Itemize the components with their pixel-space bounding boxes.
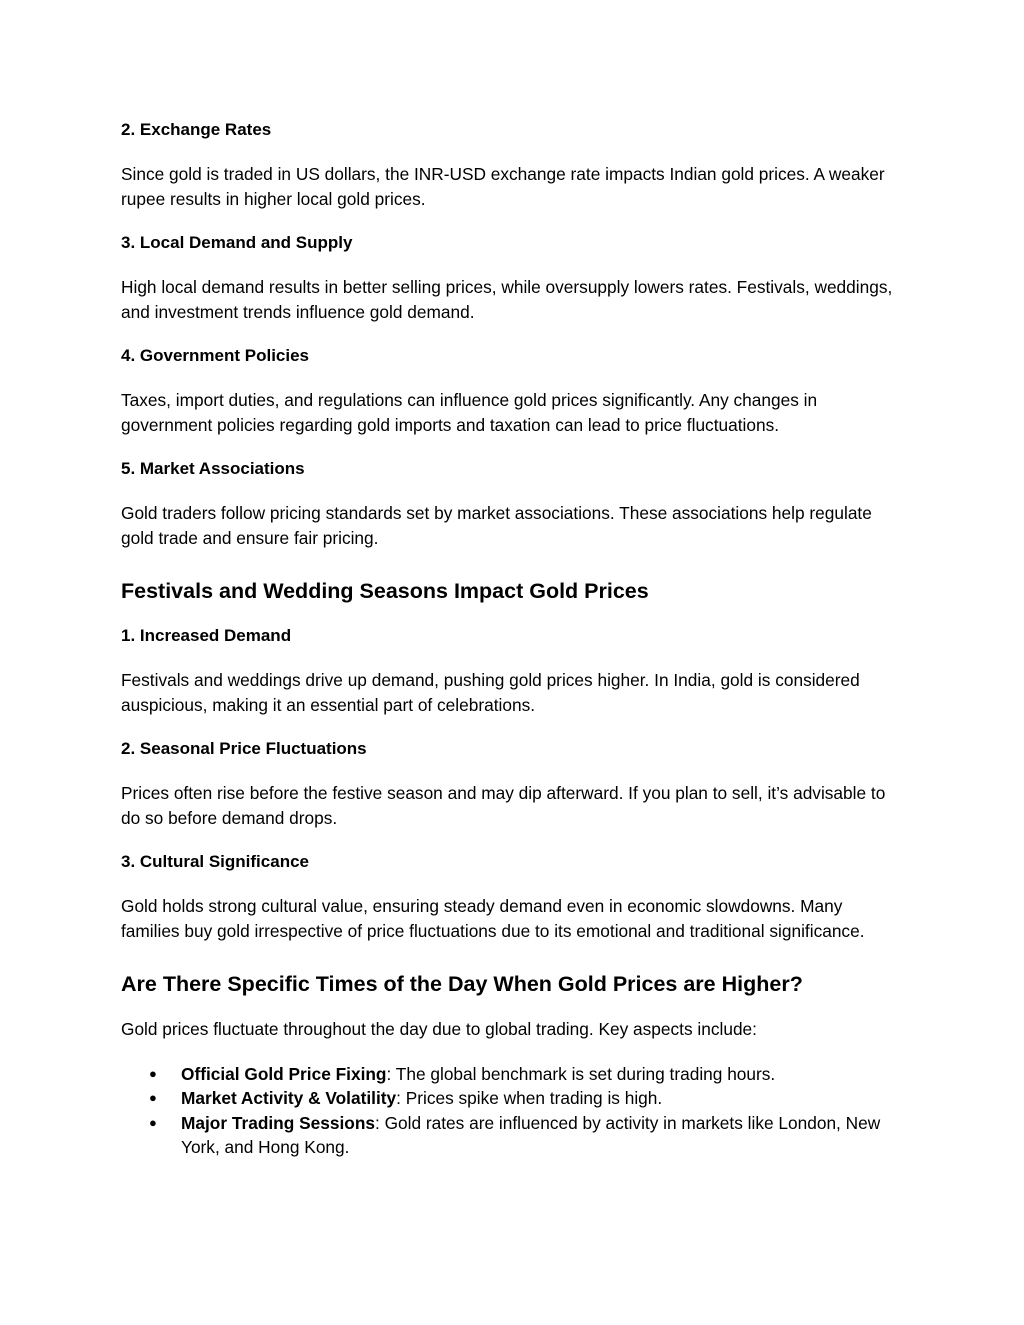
section-body-exchange-rates: Since gold is traded in US dollars, the INR-USD exchange rate impacts Indian gold prices. A weaker rupee results in higher local gold prices. <box>121 164 885 209</box>
bullet-icon: ● <box>149 1065 157 1081</box>
document-page <box>121 118 896 1160</box>
section-body-government-policies: Taxes, import duties, and regulations can influence gold prices significantly. Any changes in government policies regarding gold imports and taxation can lead to price fluctuations. <box>121 390 818 435</box>
section-heading-local-demand: 3. Local Demand and Supply <box>121 233 353 252</box>
section-body-market-associations: Gold traders follow pricing standards set by market associations. These associations help regulate gold trade and ensure fair pricing. <box>121 503 872 548</box>
festival-body-cultural-significance: Gold holds strong cultural value, ensuring steady demand even in economic slowdowns. Many families buy gold irrespective of price fluctuations due to its emotional and traditional significance. <box>121 896 865 941</box>
list-item-text: : The global benchmark is set during trading hours. <box>386 1063 776 1084</box>
list-item <box>121 1111 896 1160</box>
section-body-local-demand: High local demand results in better selling prices, while oversupply lowers rates. Festivals, weddings, and investment trends influence gold demand. <box>121 277 893 322</box>
festivals-title: Festivals and Wedding Seasons Impact Gold Prices <box>121 579 649 603</box>
bullet-icon: ● <box>149 1114 157 1130</box>
list-item-term: Major Trading Sessions <box>181 1112 375 1133</box>
festival-body-increased-demand: Festivals and weddings drive up demand, pushing gold prices higher. In India, gold is considered auspicious, making it an essential part of celebrations. <box>121 670 860 715</box>
festival-body-seasonal-fluctuations: Prices often rise before the festive season and may dip afterward. If you plan to sell, it’s advisable to do so before demand drops. <box>121 783 886 828</box>
festival-heading-cultural-significance: 3. Cultural Significance <box>121 852 309 871</box>
times-title: Are There Specific Times of the Day When Gold Prices are Higher? <box>121 972 803 996</box>
times-intro: Gold prices fluctuate throughout the day due to global trading. Key aspects include: <box>121 1019 757 1039</box>
list-item-text: : Prices spike when trading is high. <box>396 1088 663 1108</box>
section-heading-exchange-rates: 2. Exchange Rates <box>121 120 272 139</box>
festival-heading-seasonal-fluctuations: 2. Seasonal Price Fluctuations <box>121 739 367 758</box>
key-aspects-list <box>121 1062 896 1160</box>
list-item <box>121 1062 896 1087</box>
list-item-text: : Gold rates are influenced by activity in markets like London, New York, and Hong Kong. <box>181 1112 881 1157</box>
festival-heading-increased-demand: 1. Increased Demand <box>121 626 292 645</box>
list-item-term: Market Activity & Volatility <box>181 1088 397 1108</box>
list-item <box>121 1086 896 1111</box>
section-heading-government-policies: 4. Government Policies <box>121 346 310 365</box>
bullet-icon: ● <box>149 1090 157 1105</box>
list-item-term: Official Gold Price Fixing <box>181 1063 387 1084</box>
section-heading-market-associations: 5. Market Associations <box>121 459 305 478</box>
